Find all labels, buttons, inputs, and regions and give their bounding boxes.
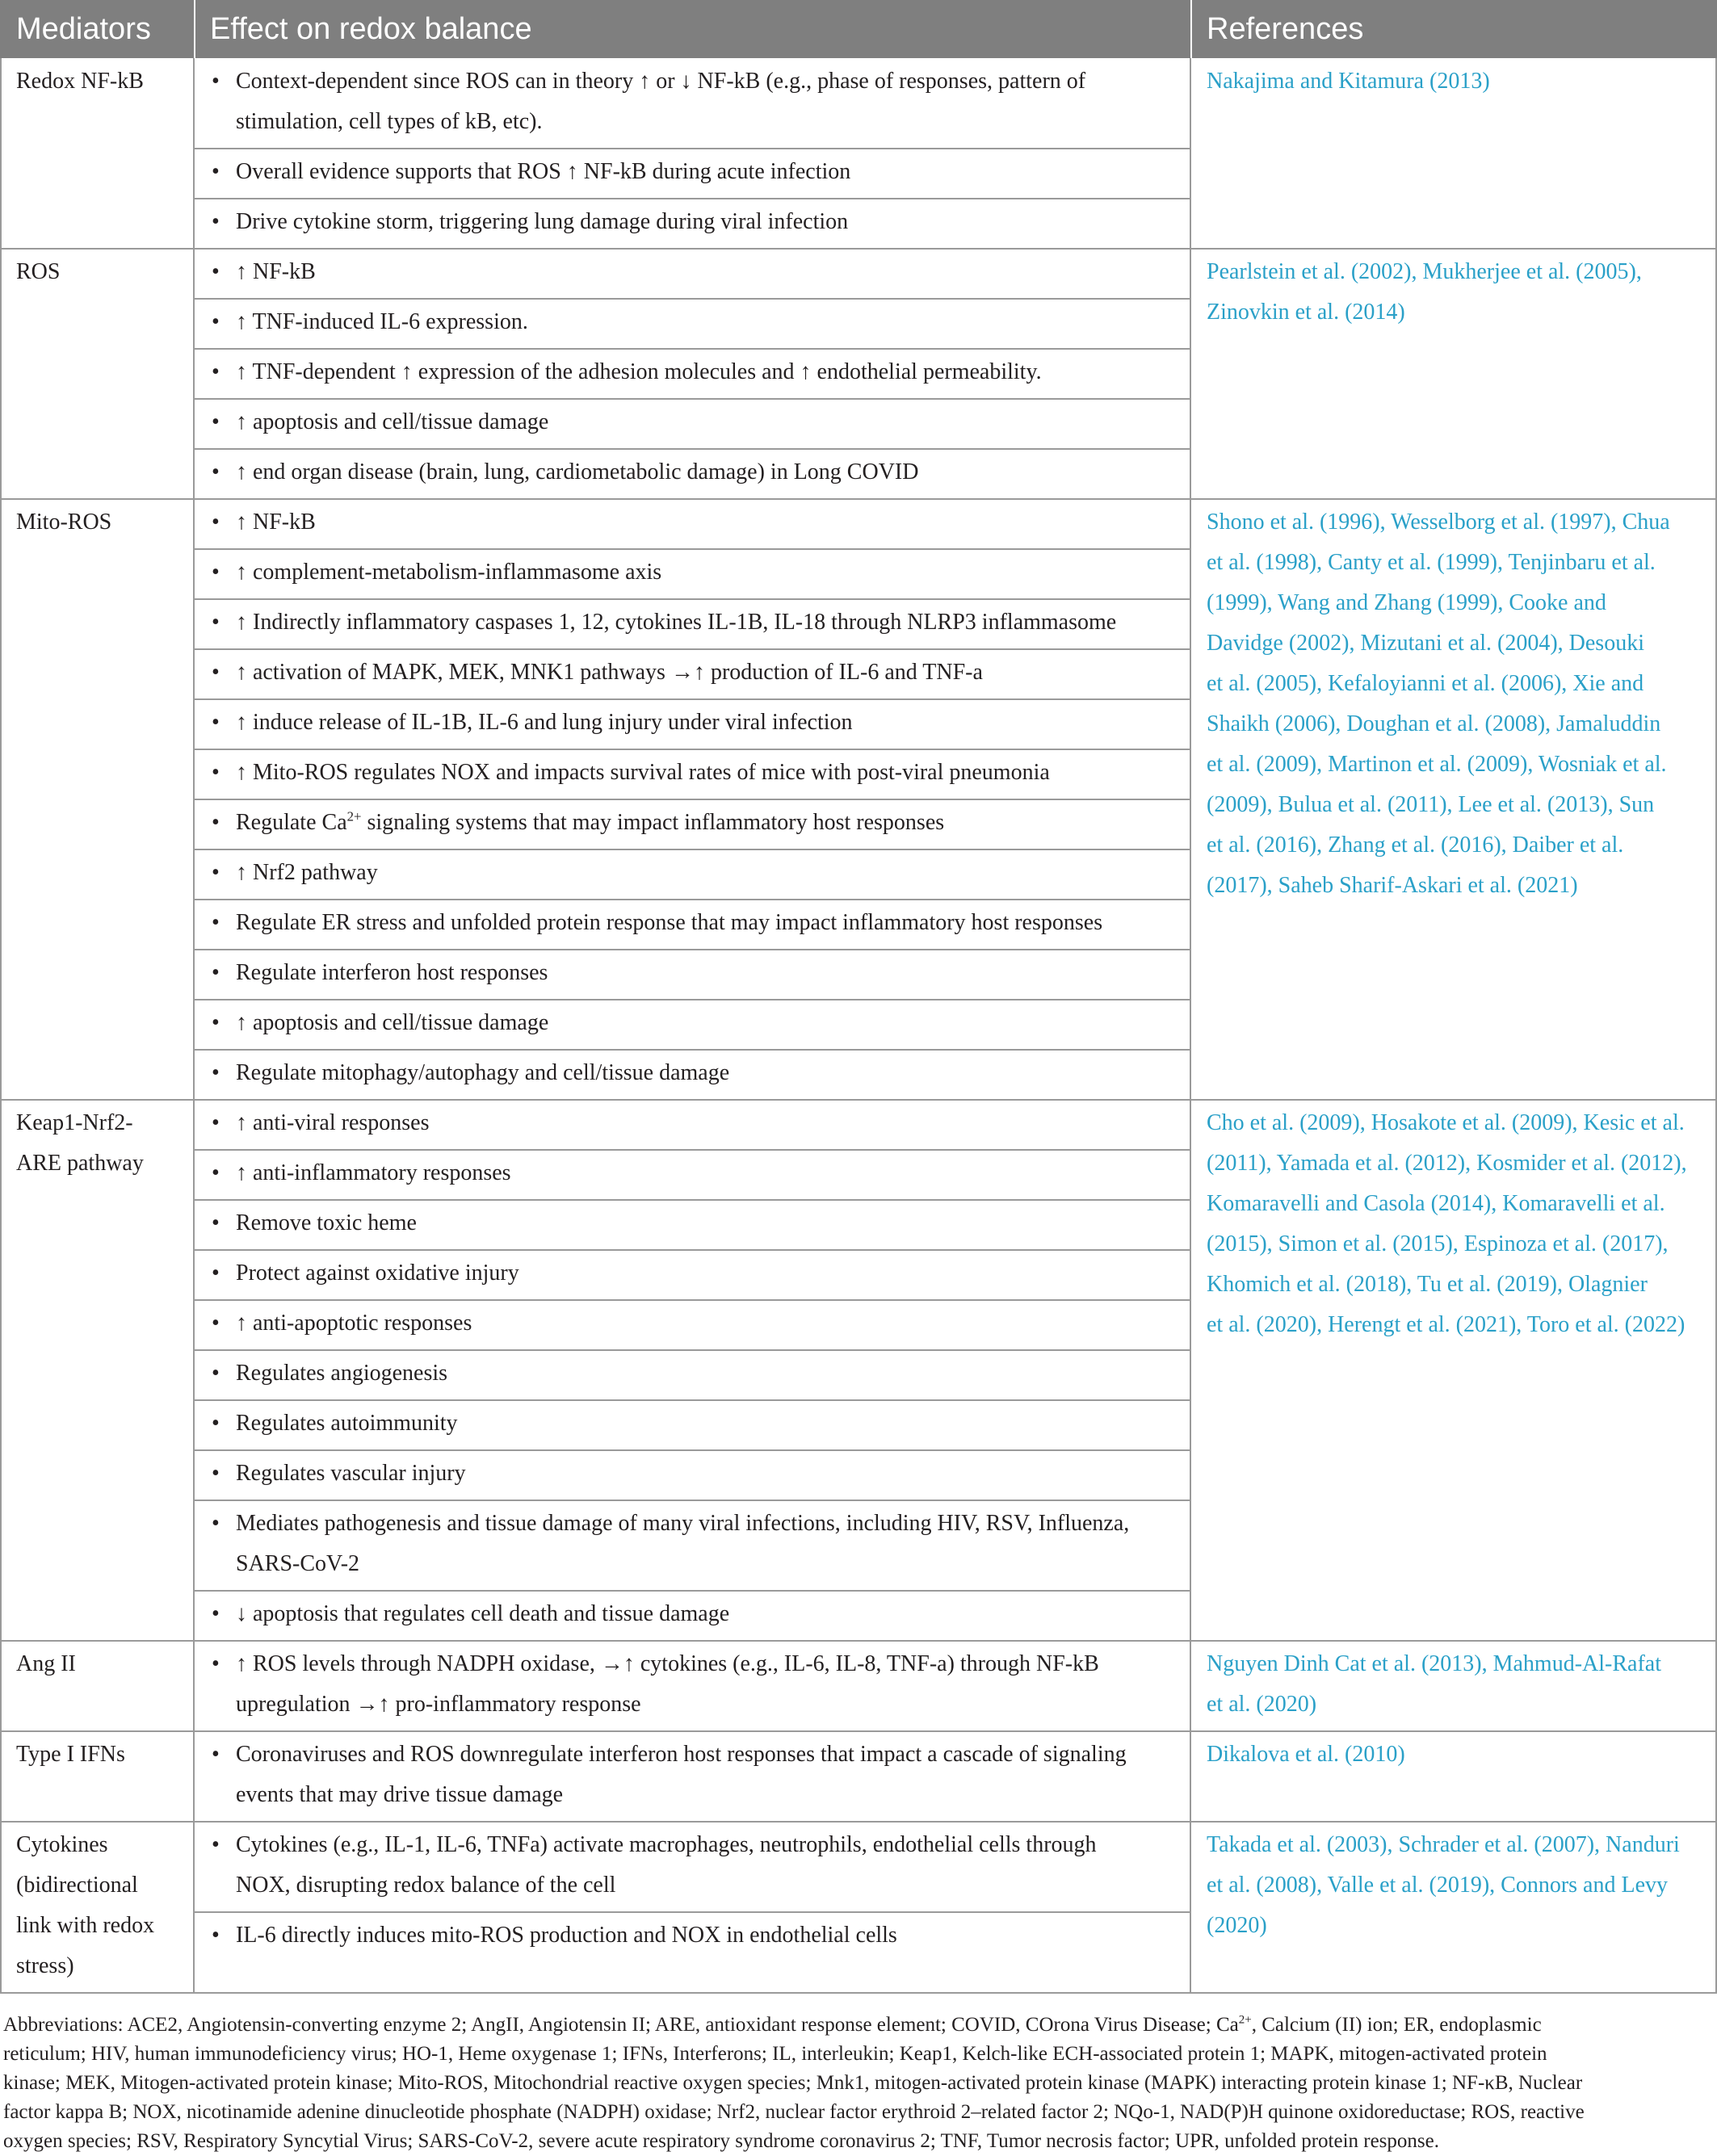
column-divider	[1190, 1100, 1191, 1641]
bullet: •	[212, 510, 220, 535]
effect-item: ↑ Indirectly inflammatory caspases 1, 12, cytokines IL-1B, IL-18 through NLRP3 inflammasome	[236, 610, 1117, 635]
effect-divider	[194, 999, 1190, 1000]
bullet: •	[212, 960, 220, 985]
effect-divider	[194, 849, 1190, 850]
effect-divider	[194, 398, 1190, 400]
reference-citation: Khomich et al. (2018), Tu et al. (2019), Olagnier	[1207, 1272, 1648, 1297]
reference-citation: (2011), Yamada et al. (2012), Kosmider et al. (2012),	[1207, 1151, 1687, 1176]
bullet: •	[212, 1160, 220, 1185]
bullet: •	[212, 1651, 220, 1676]
reference-citation: Nakajima and Kitamura (2013)	[1207, 69, 1490, 94]
effect-divider	[194, 1590, 1190, 1592]
mediator-name: Keap1-Nrf2-	[16, 1110, 133, 1135]
reference-citation: Nguyen Dinh Cat et al. (2013), Mahmud-Al-Rafat	[1207, 1651, 1661, 1676]
reference-citation: (1999), Wang and Zhang (1999), Cooke and	[1207, 590, 1606, 615]
bullet: •	[212, 409, 220, 434]
effect-item: NOX, disrupting redox balance of the cell	[236, 1873, 616, 1898]
column-divider	[193, 58, 195, 249]
header-mediators: Mediators	[16, 12, 151, 46]
abbreviation-line: oxygen species; RSV, Respiratory Syncytial Virus; SARS-CoV-2, severe acute respiratory syndrome coronavirus 2; TNF, Tumor necrosis factor; UPR, unfolded protein response.	[3, 2130, 1439, 2152]
effect-item: ↓ apoptosis that regulates cell death and tissue damage	[236, 1601, 730, 1626]
abbreviation-line: kinase; MEK, Mitogen-activated protein kinase; Mito-ROS, Mitochondrial reactive oxygen species; Mnk1, mitogen-activated protein kinase (MAPK) interacting protein kinase 1; NF-κB, Nuclear	[3, 2072, 1583, 2094]
bullet: •	[212, 459, 220, 484]
mediator-name: stress)	[16, 1953, 74, 1978]
bullet: •	[212, 259, 220, 284]
effect-item: SARS-CoV-2	[236, 1551, 360, 1576]
effect-item: Drive cytokine storm, triggering lung damage during viral infection	[236, 209, 849, 234]
mediator-name: Cytokines	[16, 1832, 108, 1857]
effect-item: IL-6 directly induces mito-ROS production and NOX in endothelial cells	[236, 1923, 897, 1948]
reference-citation: Davidge (2002), Mizutani et al. (2004), Desouki	[1207, 631, 1644, 656]
column-divider	[193, 1731, 195, 1822]
effect-item: Regulates autoimmunity	[236, 1411, 458, 1436]
bullet: •	[212, 860, 220, 885]
bullet: •	[212, 1511, 220, 1536]
effect-item: Regulate ER stress and unfolded protein response that may impact inflammatory host responses	[236, 910, 1103, 935]
bullet: •	[212, 1210, 220, 1235]
effect-item: Regulates vascular injury	[236, 1461, 466, 1486]
bullet: •	[212, 1923, 220, 1948]
row-divider	[0, 1640, 1717, 1642]
reference-citation: et al. (1998), Canty et al. (1999), Tenjinbaru et al.	[1207, 550, 1656, 575]
reference-citation: et al. (2005), Kefaloyianni et al. (2006), Xie and	[1207, 671, 1644, 696]
effect-divider	[194, 198, 1190, 199]
row-divider	[0, 1730, 1717, 1732]
bullet: •	[212, 1601, 220, 1626]
effect-divider	[194, 1199, 1190, 1201]
mediator-name: ROS	[16, 259, 61, 284]
row-divider	[0, 1821, 1717, 1823]
bullet: •	[212, 1060, 220, 1085]
effect-item: Coronaviruses and ROS downregulate interferon host responses that impact a cascade of signaling	[236, 1742, 1127, 1767]
bullet: •	[212, 1832, 220, 1857]
bullet: •	[212, 1461, 220, 1486]
reference-citation: Dikalova et al. (2010)	[1207, 1742, 1405, 1767]
effect-item: ↑ anti-apoptotic responses	[236, 1311, 472, 1336]
effect-item: Overall evidence supports that ROS ↑ NF-kB during acute infection	[236, 159, 851, 184]
column-divider	[1190, 58, 1191, 249]
reference-citation: Komaravelli and Casola (2014), Komaravelli et al.	[1207, 1191, 1665, 1216]
bullet: •	[212, 810, 220, 835]
header-divider	[1190, 0, 1192, 58]
mediator-name: Redox NF-kB	[16, 69, 144, 94]
bullet: •	[212, 1311, 220, 1336]
bullet: •	[212, 1411, 220, 1436]
effect-item: Cytokines (e.g., IL-1, IL-6, TNFa) activate macrophages, neutrophils, endothelial cells through	[236, 1832, 1097, 1857]
effect-item: Protect against oxidative injury	[236, 1260, 519, 1286]
reference-citation: Takada et al. (2003), Schrader et al. (2007), Nanduri	[1207, 1832, 1680, 1857]
column-divider	[1190, 1822, 1191, 1993]
reference-citation: (2017), Saheb Sharif-Askari et al. (2021)	[1207, 873, 1578, 898]
effect-divider	[194, 298, 1190, 300]
row-divider	[0, 1992, 1717, 1994]
reference-citation: Shaikh (2006), Doughan et al. (2008), Jamaluddin	[1207, 711, 1661, 736]
bullet: •	[212, 560, 220, 585]
bullet: •	[212, 69, 220, 94]
table-header	[0, 0, 1717, 58]
effect-item: ↑ end organ disease (brain, lung, cardiometabolic damage) in Long COVID	[236, 459, 919, 484]
effect-item: ↑ anti-inflammatory responses	[236, 1160, 511, 1185]
effect-item: ↑ TNF-induced IL-6 expression.	[236, 309, 528, 334]
bullet: •	[212, 1742, 220, 1767]
abbreviation-line: Abbreviations: ACE2, Angiotensin-converting enzyme 2; AngII, Angiotensin II; ARE, antioxidant response element; COVID, COrona Virus Disease; $Ca^{2+}$, Calcium (II) ion; ER, endoplasmic	[3, 2013, 1542, 2036]
effect-divider	[194, 1399, 1190, 1401]
column-divider	[193, 249, 195, 499]
reference-citation: et al. (2020), Herengt et al. (2021), Toro et al. (2022)	[1207, 1312, 1686, 1337]
reference-citation: (2020)	[1207, 1913, 1267, 1938]
bullet: •	[212, 1260, 220, 1286]
effect-item: ↑ apoptosis and cell/tissue damage	[236, 1010, 549, 1035]
effect-item: ↑ NF-kB	[236, 259, 316, 284]
abbreviation-line: factor kappa B; NOX, nicotinamide adenine dinucleotide phosphate (NADPH) oxidase; Nrf2, nuclear factor erythroid 2–related factor 2; NQo-1, NAD(P)H quinone oxidoreductase; ROS, reactive	[3, 2101, 1585, 2123]
effect-divider	[194, 1500, 1190, 1501]
effect-item: upregulation →↑ pro-inflammatory response	[236, 1692, 641, 1717]
effect-divider	[194, 648, 1190, 650]
effect-divider	[194, 1911, 1190, 1913]
effect-item: ↑ NF-kB	[236, 510, 316, 535]
effect-divider	[194, 548, 1190, 550]
bullet: •	[212, 159, 220, 184]
reference-citation: Cho et al. (2009), Hosakote et al. (2009), Kesic et al.	[1207, 1110, 1685, 1135]
bullet: •	[212, 1361, 220, 1386]
row-divider	[0, 498, 1717, 500]
reference-citation: (2009), Bulua et al. (2011), Lee et al. (2013), Sun	[1207, 792, 1655, 817]
reference-citation: et al. (2008), Valle et al. (2019), Connors and Levy	[1207, 1873, 1669, 1898]
reference-citation: Shono et al. (1996), Wesselborg et al. (1997), Chua	[1207, 510, 1670, 535]
bullet: •	[212, 1010, 220, 1035]
mediator-name: ARE pathway	[16, 1151, 144, 1176]
mediator-name: Mito-ROS	[16, 510, 112, 535]
bullet: •	[212, 209, 220, 234]
column-divider	[1190, 499, 1191, 1100]
effect-divider	[194, 698, 1190, 700]
effect-item: ↑ TNF-dependent ↑ expression of the adhesion molecules and ↑ endothelial permeability.	[236, 359, 1042, 384]
effect-divider	[194, 949, 1190, 950]
effect-item: stimulation, cell types of kB, etc).	[236, 109, 543, 134]
bullet: •	[212, 359, 220, 384]
mediator-name: link with redox	[16, 1913, 155, 1938]
effect-item: ↑ ROS levels through NADPH oxidase, →↑ cytokines (e.g., IL-6, IL-8, TNF-a) through NF-kB	[236, 1651, 1099, 1676]
effect-item: Regulate $Ca^{2+}$ signaling systems that may impact inflammatory host responses	[236, 808, 945, 835]
effect-divider	[194, 1149, 1190, 1151]
effect-item: ↑ anti-viral responses	[236, 1110, 430, 1135]
effect-item: ↑ apoptosis and cell/tissue damage	[236, 409, 549, 434]
bullet: •	[212, 660, 220, 685]
abbreviation-line: reticulum; HIV, human immunodeficiency virus; HO-1, Heme oxygenase 1; IFNs, Interferons; IL, interleukin; Keap1, Kelch-like ECH-associated protein 1; MAPK, mitogen-activated protein	[3, 2043, 1547, 2065]
bullet: •	[212, 309, 220, 334]
effect-item: Regulate interferon host responses	[236, 960, 548, 985]
effect-divider	[194, 1299, 1190, 1301]
table-border-left	[0, 58, 2, 1993]
effect-item: Remove toxic heme	[236, 1210, 417, 1235]
column-divider	[1190, 249, 1191, 499]
effect-divider	[194, 1349, 1190, 1351]
header-divider	[194, 0, 195, 58]
effect-divider	[194, 1049, 1190, 1051]
reference-citation: (2015), Simon et al. (2015), Espinoza et al. (2017),	[1207, 1231, 1669, 1256]
mediator-name: Type I IFNs	[16, 1742, 125, 1767]
effect-item: ↑ Mito-ROS regulates NOX and impacts survival rates of mice with post-viral pneumonia	[236, 760, 1050, 785]
bullet: •	[212, 710, 220, 735]
row-divider	[0, 248, 1717, 250]
effect-divider	[194, 899, 1190, 900]
effect-item: ↑ activation of MAPK, MEK, MNK1 pathways →↑ production of IL-6 and TNF-a	[236, 660, 983, 685]
row-divider	[0, 1099, 1717, 1101]
bullet: •	[212, 1110, 220, 1135]
bullet: •	[212, 610, 220, 635]
effect-divider	[194, 749, 1190, 750]
bullet: •	[212, 910, 220, 935]
reference-citation: Pearlstein et al. (2002), Mukherjee et al. (2005),	[1207, 259, 1642, 284]
effect-item: Context-dependent since ROS can in theory ↑ or ↓ NF-kB (e.g., phase of responses, pattern of	[236, 69, 1086, 94]
effect-item: Regulate mitophagy/autophagy and cell/tissue damage	[236, 1060, 730, 1085]
header-effect: Effect on redox balance	[210, 12, 532, 46]
effect-divider	[194, 1249, 1190, 1251]
bullet: •	[212, 760, 220, 785]
mediator-name: (bidirectional	[16, 1873, 138, 1898]
column-divider	[193, 1100, 195, 1641]
effect-divider	[194, 148, 1190, 149]
effect-item: events that may drive tissue damage	[236, 1782, 564, 1807]
column-divider	[1190, 1641, 1191, 1731]
effect-divider	[194, 1449, 1190, 1451]
effect-divider	[194, 598, 1190, 600]
reference-citation: et al. (2016), Zhang et al. (2016), Daiber et al.	[1207, 833, 1624, 858]
effect-item: ↑ induce release of IL-1B, IL-6 and lung injury under viral infection	[236, 710, 853, 735]
column-divider	[193, 499, 195, 1100]
column-divider	[1190, 1731, 1191, 1822]
header-references: References	[1207, 12, 1364, 46]
reference-citation: Zinovkin et al. (2014)	[1207, 300, 1405, 325]
effect-divider	[194, 799, 1190, 800]
effect-divider	[194, 348, 1190, 350]
effect-item: Regulates angiogenesis	[236, 1361, 448, 1386]
effect-item: Mediates pathogenesis and tissue damage of many viral infections, including HIV, RSV, Influenza,	[236, 1511, 1130, 1536]
effect-item: ↑ Nrf2 pathway	[236, 860, 378, 885]
effect-divider	[194, 448, 1190, 450]
reference-citation: et al. (2020)	[1207, 1692, 1317, 1717]
column-divider	[193, 1822, 195, 1993]
effect-item: ↑ complement-metabolism-inflammasome axis	[236, 560, 662, 585]
mediator-name: Ang II	[16, 1651, 76, 1676]
reference-citation: et al. (2009), Martinon et al. (2009), Wosniak et al.	[1207, 752, 1667, 777]
column-divider	[193, 1641, 195, 1731]
